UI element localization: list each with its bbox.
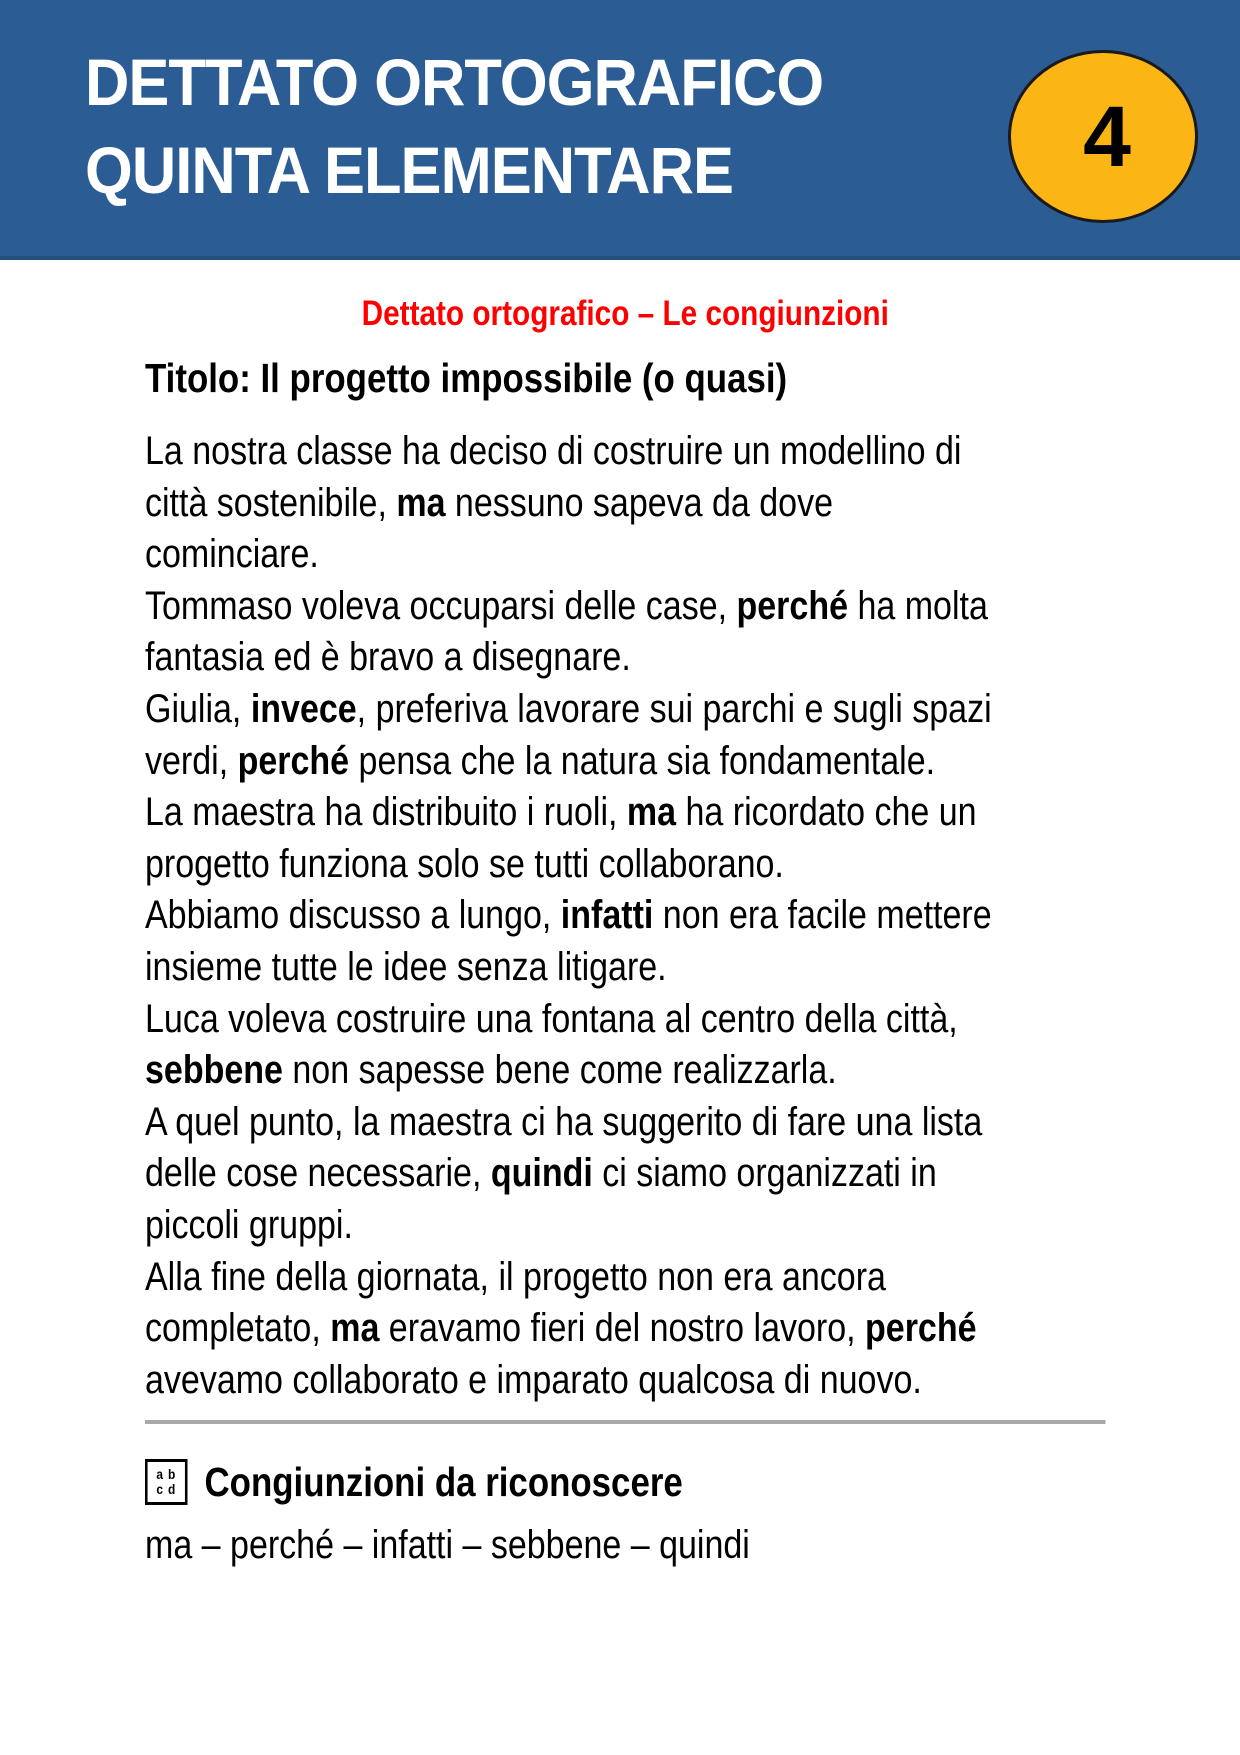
header-banner	[0, 0, 1240, 260]
page-title-line1: DETTATO ORTOGRAFICO	[85, 45, 824, 119]
dictation-line: Abbiamo discusso a lungo, infatti non era facile mettere	[145, 893, 992, 938]
dictation-line: sebbene non sapesse bene come realizzarla.	[145, 1048, 837, 1093]
dictation-line: Luca voleva costruire una fontana al centro della città,	[145, 996, 958, 1041]
section-divider	[145, 1420, 1106, 1424]
conjunctions-section-header	[145, 1458, 1106, 1506]
dictation-text	[145, 426, 1106, 1406]
dictation-line: piccoli gruppi.	[145, 1202, 353, 1247]
abcd-box-icon	[145, 1459, 188, 1505]
page-number: 4	[1083, 88, 1131, 185]
dictation-line: verdi, perché pensa che la natura sia fondamentale.	[145, 738, 936, 783]
page-title	[85, 38, 1015, 214]
dictation-line: delle cose necessarie, quindi ci siamo organizzati in	[145, 1151, 937, 1196]
dictation-line: avevamo collaborato e imparato qualcosa di nuovo.	[145, 1357, 922, 1402]
abcd-icon-bottom-row: c d	[156, 1481, 177, 1498]
dictation-line: La nostra classe ha deciso di costruire un modellino di	[145, 429, 962, 473]
dictation-line: A quel punto, la maestra ci ha suggerito di fare una lista	[145, 1099, 983, 1144]
dictation-line: fantasia ed è bravo a disegnare.	[145, 635, 631, 680]
worksheet-subtitle: Dettato ortografico – Le congiunzioni	[361, 294, 889, 333]
worksheet-body	[145, 264, 1105, 1570]
conjunctions-heading: Congiunzioni da riconoscere	[204, 1459, 683, 1506]
dictation-title: Titolo: Il progetto impossibile (o quasi)	[145, 355, 788, 401]
dictation-line: città sostenibile, ma nessuno sapeva da dove	[145, 480, 834, 525]
page-number-badge	[1008, 50, 1198, 223]
conjunction-list: ma – perché – infatti – sebbene – quindi	[145, 1523, 750, 1568]
dictation-line: progetto funziona solo se tutti collaborano.	[145, 841, 784, 886]
dictation-line: La maestra ha distribuito i ruoli, ma ha ricordato che un	[145, 790, 977, 835]
dictation-line: insieme tutte le idee senza litigare.	[145, 944, 667, 989]
dictation-line: Giulia, invece, preferiva lavorare sui parchi e sugli spazi	[145, 686, 992, 731]
abcd-icon-top-row: a b	[156, 1466, 177, 1483]
dictation-line: Alla fine della giornata, il progetto non era ancora	[145, 1254, 886, 1299]
dictation-line: cominciare.	[145, 532, 319, 577]
dictation-line: completato, ma eravamo fieri del nostro lavoro, perché	[145, 1306, 977, 1351]
page-title-line2: QUINTA ELEMENTARE	[85, 133, 733, 207]
dictation-line: Tommaso voleva occuparsi delle case, perché ha molta	[145, 583, 988, 628]
